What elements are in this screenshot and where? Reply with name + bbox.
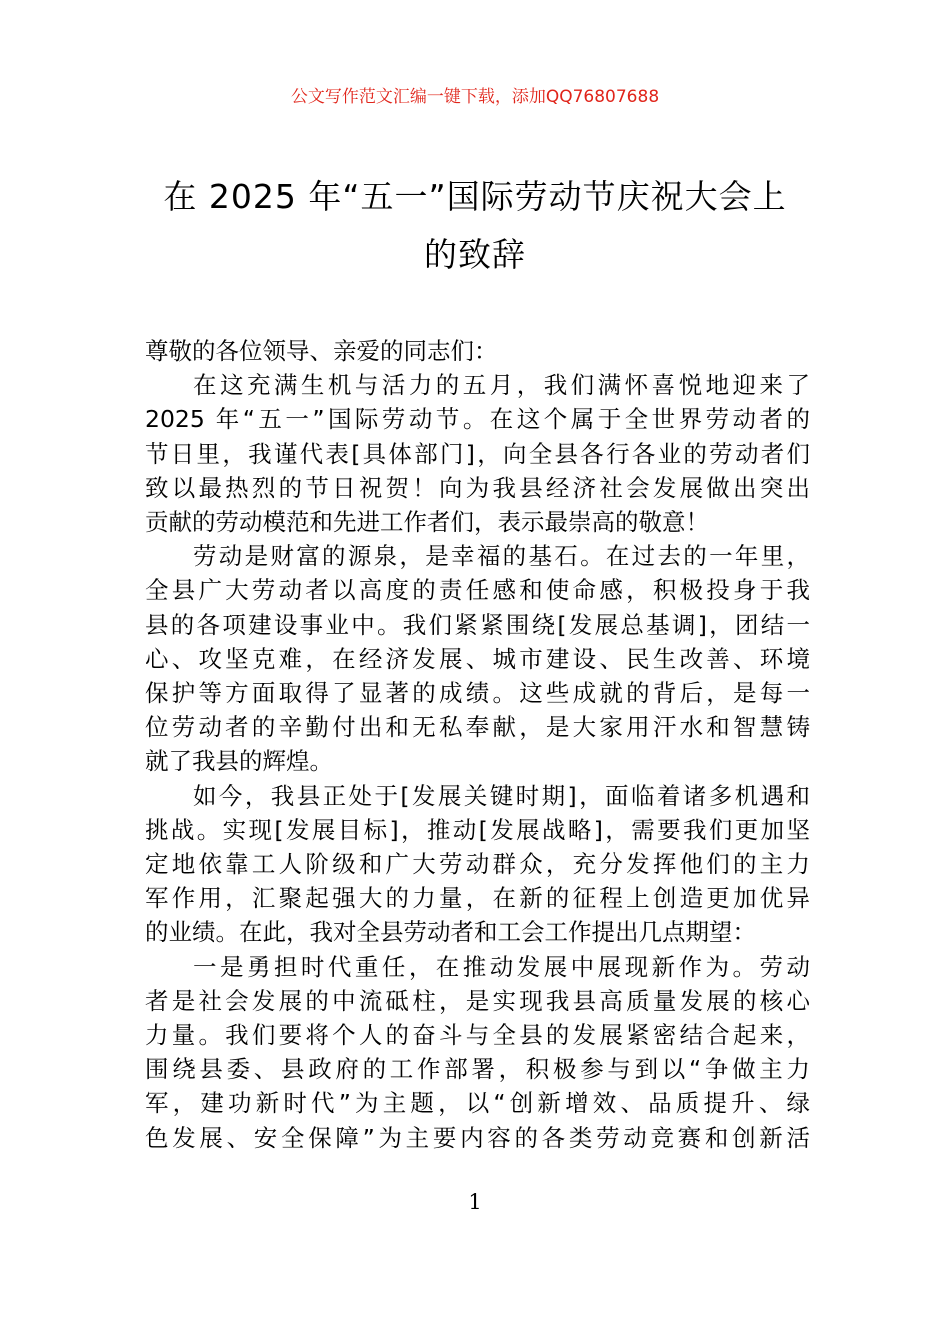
- paragraph-4-line: 围绕县委、县政府的工作部署，积极参与到以“争做主力: [145, 1055, 810, 1084]
- document-body: [145, 334, 810, 1155]
- paragraph-2-line: 保护等方面取得了显著的成绩。这些成就的背后，是每一: [145, 679, 810, 708]
- paragraph-4-line: 军，建功新时代”为主题，以“创新增效、品质提升、绿: [145, 1089, 810, 1118]
- document-title: [120, 168, 830, 284]
- title-line-2: 的致辞: [424, 235, 526, 274]
- paragraph-1-line: 在这充满生机与活力的五月，我们满怀喜悦地迎来了: [193, 371, 810, 400]
- paragraph-3-line: 的业绩。在此，我对全县劳动者和工会工作提出几点期望：: [145, 918, 756, 947]
- paragraph-1-line: 节日里，我谨代表[具体部门]，向全县各行各业的劳动者们: [145, 439, 810, 468]
- page-number: 1: [468, 1190, 482, 1214]
- paragraph-4-line: 一是勇担时代重任，在推动发展中展现新作为。劳动: [193, 952, 810, 981]
- title-line-1: 在 2025 年“五一”国际劳动节庆祝大会上: [163, 177, 787, 216]
- paragraph-3-line: 军作用，汇聚起强大的力量，在新的征程上创造更加优异: [145, 884, 810, 913]
- paragraph-3-line: 挑战。实现[发展目标]，推动[发展战略]，需要我们更加坚: [145, 815, 810, 844]
- paragraph-2-line: 县的各项建设事业中。我们紧紧围绕[发展总基调]，团结一: [145, 610, 810, 639]
- paragraph-2-line: 心、攻坚克难，在经济发展、城市建设、民生改善、环境: [145, 644, 810, 673]
- paragraph-2-line: 就了我县的辉煌。: [145, 747, 333, 776]
- paragraph-2-line: 位劳动者的辛勤付出和无私奉献，是大家用汗水和智慧铸: [145, 713, 810, 742]
- paragraph-2-line: 全县广大劳动者以高度的责任感和使命感，积极投身于我: [145, 576, 810, 605]
- download-notice: 公文写作范文汇编一键下载，添加QQ76807688: [290, 87, 660, 107]
- paragraph-1-line: 2025 年“五一”国际劳动节。在这个属于全世界劳动者的: [145, 405, 810, 434]
- salutation: 尊敬的各位领导、亲爱的同志们：: [145, 337, 498, 365]
- paragraph-4-line: 力量。我们要将个人的奋斗与全县的发展紧密结合起来，: [145, 1021, 810, 1050]
- paragraph-1-line: 致以最热烈的节日祝贺！向为我县经济社会发展做出突出: [145, 473, 810, 502]
- paragraph-4-line: 色发展、安全保障”为主要内容的各类劳动竞赛和创新活: [145, 1123, 810, 1152]
- paragraph-4-line: 者是社会发展的中流砥柱，是实现我县高质量发展的核心: [145, 986, 810, 1015]
- paragraph-3-line: 定地依靠工人阶级和广大劳动群众，充分发挥他们的主力: [145, 850, 810, 879]
- paragraph-2-line: 劳动是财富的源泉，是幸福的基石。在过去的一年里，: [193, 542, 810, 571]
- paragraph-1-line: 贡献的劳动模范和先进工作者们，表示最崇高的敬意！: [145, 508, 709, 537]
- paragraph-3-line: 如今，我县正处于[发展关键时期]，面临着诸多机遇和: [193, 781, 810, 810]
